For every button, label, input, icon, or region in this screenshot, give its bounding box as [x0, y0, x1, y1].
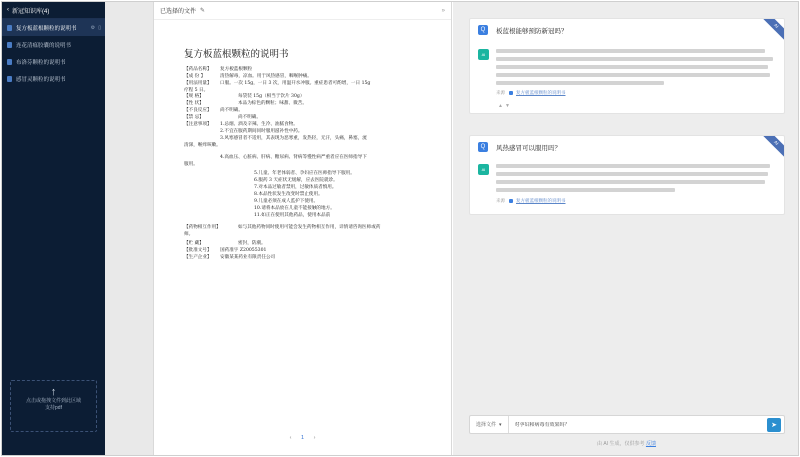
source-link[interactable]: 复方板蓝根颗粒的说明书 [516, 198, 566, 203]
field-value: 复方板蓝根颗粒 [220, 67, 253, 72]
document-line [184, 177, 338, 183]
answer-source [496, 198, 566, 204]
upload-dropzone[interactable] [10, 380, 97, 432]
field-value: 3.风寒感冒者不适用，其表现为恶寒重，发热轻，无汗，头痛，鼻塞，流 [220, 136, 367, 141]
upload-arrow-icon: ↑ [50, 386, 57, 398]
field-value: 口服。一次 15g，一日 3 次，用温开水冲服。重症患者可酌增，一日 15g [220, 81, 371, 86]
sidebar-item-label: 感冒灵颗粒的说明书 [16, 76, 66, 83]
question-icon: Q [478, 142, 488, 152]
field-label: 【注意事项】 [184, 122, 212, 127]
document-line [184, 170, 355, 176]
document-line [184, 121, 298, 127]
document-icon [509, 199, 513, 203]
edit-icon[interactable]: ✎ [200, 8, 206, 14]
qa-card [469, 18, 785, 114]
field-value: 11.如正在使用其他药品，使用本品前 [254, 213, 331, 218]
field-label: 【生产企业】 [184, 255, 212, 260]
field-value: 疗程 5 日。 [184, 88, 209, 93]
field-value: 5.儿童、年老体弱者、孕妇应在医师指导下服用。 [254, 171, 355, 176]
answer-block [478, 49, 776, 89]
field-label: 【药品名称】 [184, 67, 212, 72]
question-text: 风热感冒可以服用吗？ [496, 144, 561, 152]
document-line [184, 154, 367, 160]
answer-avatar-icon: AI [478, 164, 489, 175]
chevron-down-icon: ▾ [499, 421, 502, 428]
field-value: 每袋装 15g（相当于饮片 30g） [238, 94, 305, 99]
question-row [470, 136, 784, 158]
question-row [470, 19, 784, 41]
document-line [184, 114, 261, 120]
field-label: 【贮 藏】 [184, 241, 204, 246]
feedback-actions [498, 103, 512, 109]
answer-block [478, 164, 776, 196]
answer-source [496, 90, 566, 96]
source-link[interactable]: 复方板蓝根颗粒的说明书 [516, 90, 566, 95]
document-viewer [153, 2, 452, 456]
chevron-left-icon[interactable]: ‹ [7, 7, 9, 13]
document-line [184, 247, 266, 253]
next-page-button[interactable]: › [313, 435, 316, 441]
field-value: 清热解毒，凉血。用于风热感冒，咽喉肿痛。 [220, 74, 312, 79]
document-line [184, 231, 193, 237]
sidebar-item-label: 布洛芬颗粒的说明书 [16, 59, 66, 66]
sidebar-item-file-2[interactable] [2, 36, 105, 53]
source-label: 来源 [496, 198, 505, 203]
field-label: 【用法用量】 [184, 81, 212, 86]
document-line [184, 93, 304, 99]
answer-avatar-icon: AI [478, 49, 489, 60]
document-line [184, 254, 275, 260]
field-value: 9.儿童必须在成人监护下使用。 [254, 199, 319, 204]
document-icon [509, 91, 513, 95]
sidebar-item-label: 复方板蓝根颗粒的说明书 [16, 25, 77, 32]
thumbs-down-icon[interactable]: ▼ [504, 103, 512, 109]
ai-ribbon: AI [762, 19, 784, 41]
sidebar-item-label: 连花清瘟胶囊的说明书 [16, 42, 72, 49]
field-label: 【成 份 】 [184, 74, 206, 79]
selected-file-label: 已选择的文件 [160, 9, 197, 15]
document-line [184, 161, 198, 167]
sidebar-item-file-3[interactable] [2, 53, 105, 70]
source-label: 来源 [496, 90, 505, 95]
field-value: 4.高血压、心脏病、肝病、糖尿病、肾病等慢性病严重者应在医师指导下 [220, 155, 367, 160]
gutter [105, 2, 153, 456]
feedback-link[interactable]: 反馈 [645, 441, 656, 447]
thumbs-up-icon[interactable]: ▲ [498, 103, 505, 109]
field-value: 清涕，喉痒咳嗽。 [184, 143, 221, 148]
field-label: 【药物相互作用】 [184, 225, 221, 230]
field-value: 师。 [184, 232, 194, 237]
sidebar-item-file-4[interactable] [2, 70, 105, 87]
file-icon [7, 76, 12, 82]
file-selector[interactable]: 选择文件 ▾ [470, 416, 509, 433]
answer-text [496, 164, 776, 196]
field-value: 如与其他药物同时使用可能会发生药物相互作用，详情请咨询医师或药 [238, 225, 381, 230]
pagination [154, 435, 451, 441]
app-window [1, 1, 799, 456]
document-line [184, 224, 380, 230]
field-label: 【规 格】 [184, 94, 204, 99]
document-line [184, 135, 367, 141]
field-value: 10.请将本品放在儿童不能接触的地方。 [254, 206, 335, 211]
send-icon: ➤ [771, 421, 777, 429]
document-line [184, 212, 330, 218]
field-value: 尚不明确。 [238, 115, 261, 120]
document-title-bar [154, 2, 451, 20]
document-line [184, 240, 266, 246]
document-line [184, 128, 302, 134]
field-value: 8.本品性状发生改变时禁止使用。 [254, 192, 323, 197]
prev-page-button[interactable]: ‹ [289, 435, 292, 441]
knowledge-base-title: 新冠知识库(4) [12, 8, 50, 15]
ai-ribbon: AI [762, 136, 784, 158]
field-value: 6.服药 3 天症状无缓解，应去医院就诊。 [254, 178, 338, 183]
qa-card [469, 135, 785, 215]
field-value: 服用。 [184, 162, 198, 167]
footer-note: 由 AI 生成，仅供参考 反馈 [597, 441, 656, 447]
field-value: 国药准字 Z20055301 [220, 248, 267, 253]
file-icon [7, 59, 12, 65]
document-line [184, 142, 221, 148]
current-page[interactable]: 1 [300, 435, 305, 441]
field-label: 【不良反应】 [184, 108, 212, 113]
field-value: 7.对本品过敏者禁用，过敏体质者慎用。 [254, 185, 337, 190]
file-icon [7, 42, 12, 48]
upload-format-hint: 支持pdf [45, 405, 62, 411]
document-line [184, 107, 243, 113]
field-value: 2.不宜在服药期间同时服用滋补性中药。 [220, 129, 303, 134]
answer-text [496, 49, 776, 89]
document-line [184, 66, 252, 72]
chat-panel [453, 2, 799, 456]
field-value: 1.忌烟、酒及辛辣、生冷、油腻食物。 [220, 122, 298, 127]
field-value: 本品为棕色的颗粒；味甜、微苦。 [238, 101, 307, 106]
field-label: 【禁 忌】 [184, 115, 204, 120]
upload-hint: 点击或拖拽文件到此区域 [25, 398, 81, 404]
document-line [184, 191, 323, 197]
document-line [184, 205, 335, 211]
collapse-icon[interactable]: » [441, 7, 445, 14]
sidebar [2, 2, 105, 456]
field-value: 尚不明确。 [220, 108, 243, 113]
field-label: 【性 状】 [184, 101, 204, 106]
document-heading: 复方板蓝根颗粒的说明书 [184, 49, 289, 60]
field-value: 密封，防潮。 [238, 241, 266, 246]
document-line [184, 100, 307, 106]
field-label: 【批准文号】 [184, 248, 212, 253]
sidebar-item-file-1[interactable] [2, 19, 105, 36]
document-line [184, 184, 336, 190]
document-line [184, 198, 318, 204]
question-icon: Q [478, 25, 488, 35]
question-text: 板蓝根能够预防新冠吗？ [496, 27, 568, 35]
document-line [184, 73, 312, 79]
chat-input[interactable] [509, 422, 767, 428]
chat-input-bar [469, 415, 785, 434]
file-icon [7, 25, 12, 31]
delete-icon[interactable]: ▯ [98, 24, 101, 31]
send-button[interactable] [767, 418, 781, 432]
field-value: 安徽某某药业有限责任公司 [220, 255, 276, 260]
document-line [184, 80, 370, 86]
knowledge-base-header[interactable] [2, 2, 105, 19]
settings-icon[interactable]: ⚙ [90, 24, 96, 31]
